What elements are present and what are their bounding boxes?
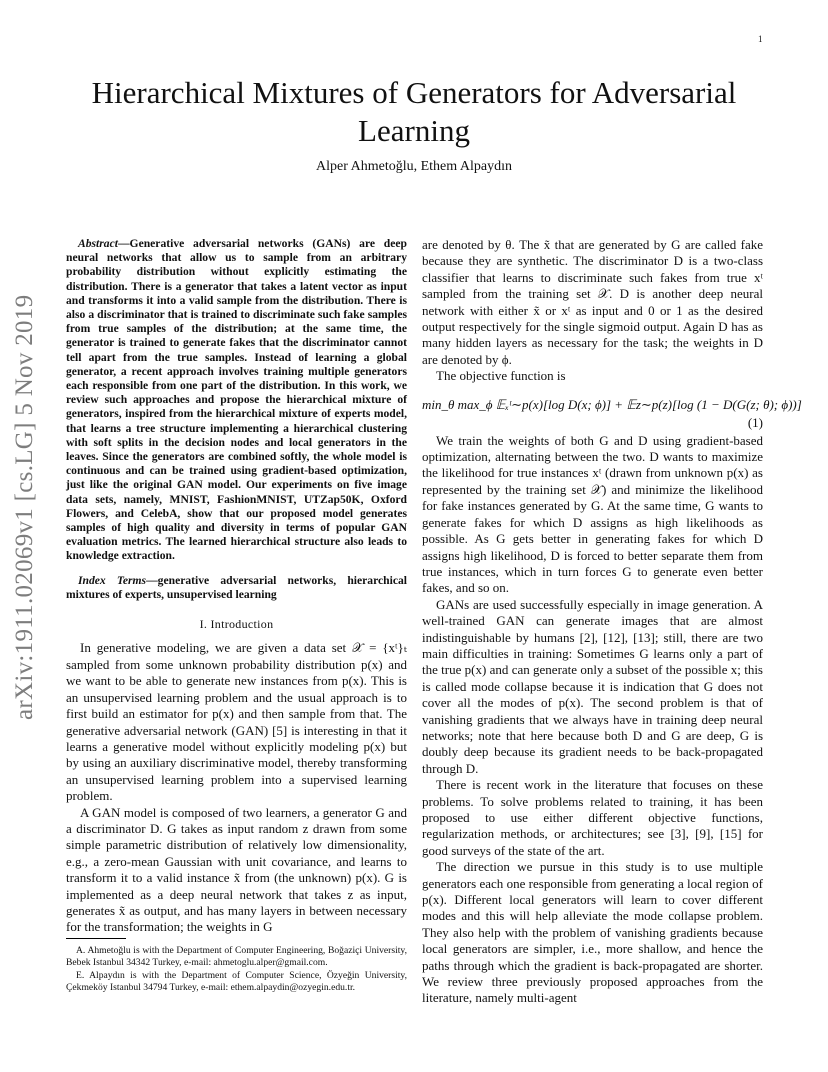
body-paragraph: A GAN model is composed of two learners, a generator G and a discriminator D. G takes as input random z drawn from some simple parametric distribution of relatively low dimensionality, e.g., a zero-mean Gaussian with unit covariance, and learns to transform it to a valid instance x̃ from (the unknown) p(x). G is implemented as a deep neural network that takes z as input, generates x̃ as output, and has many layers in between necessary for the transformation; the weights in G (66, 804, 407, 935)
body-paragraph: There is recent work in the literature that focuses on these problems. To solve problems related to training, it has been proposed to use either different objective functions, regularization methods, or architectures; see [3], [9], [15] for good surveys of the state of the art. (422, 777, 763, 858)
index-terms (66, 574, 407, 602)
body-paragraph: GANs are used successfully especially in image generation. A well-trained GAN can generate images that are almost indistinguishable by humans [2], [12], [13]; still, there are two main difficulties in training: Sometimes G learns only a part of the true p(x) and can generate only a subset of the possible x; this is called mode collapse because it is indication that G does not cover all the modes of p(x). The second problem is that of vanishing gradients that we always have in training deep neural networks; note that here because both D and G are deep, G is doubly deep because its gradient needs to be back-propagated through D. (422, 596, 763, 776)
body-paragraph: In generative modeling, we are given a data set 𝒳 = {xᵗ}ₜ sampled from some unknown probability distribution p(x) and we want to be able to generate new instances from p(x). This is an unsupervised learning problem and the usual approach is to first build an estimator for p(x) and then sample from that. The generative adversarial network (GAN) [5] is interesting in that it learns a generative model without explicitly modeling p(x) but by using an auxiliary discriminative model, thereby transforming an unsupervised learning problem into a supervised learning problem. (66, 640, 407, 804)
abstract (66, 237, 407, 564)
footnote: E. Alpaydın is with the Department of Computer Science, Özyeğin University, Çekmeköy Istanbul 34794 Turkey, e-mail: ethem.alpaydin@ozyegin.edu.tr. (66, 969, 407, 993)
paper-title: Hierarchical Mixtures of Generators for Adversarial Learning (91, 75, 737, 148)
equation-block (422, 391, 802, 431)
body-paragraph: The direction we pursue in this study is to use multiple generators each one responsible from generating a local region of p(x). Different local generators will learn to cover different modes and this will help alleviate the mode collapse problem. They also help with the problem of vanishing gradients because local generators are simpler, i.e., more shallow, and hence the paths through which the gradient is back-propagated are shorter. We review three previously proposed approaches from the literature, namely multi-agent (422, 859, 763, 1006)
page-number: 1 (758, 34, 763, 44)
index-terms-text: —generative adversarial networks, hierarchical mixtures of experts, unsupervised learning (66, 573, 407, 601)
body-paragraph: We train the weights of both G and D using gradient-based optimization, alternating between the two. D wants to maximize the likelihood for true instances xᵗ (drawn from unknown p(x) as represented by the training set 𝒳) and minimize the likelihood for fake instances generated by G. At the same time, G wants to generate fakes for which D assigns as high likelihoods as possible. As G gets better in generating fakes for which D assigns high likelihood, D is forced to better separate them from true instances, which in turn forces G to generate even better fakes, and so on. (422, 432, 763, 596)
equation-number: (1) (747, 414, 763, 430)
arxiv-identifier-stamp: arXiv:1911.02069v1 [cs.LG] 5 Nov 2019 (11, 294, 38, 720)
section-heading: I. Introduction (199, 617, 274, 632)
body-paragraph: are denoted by θ. The x̃ that are generated by G are called fake because they are synthetic. The discriminator D is a two-class classifier that learns to discriminate such fakes from true xᵗ sampled from the training set 𝒳. D is another deep neural network with either x̃ or xᵗ as input and 0 or 1 as the desired output respectively for the single sigmoid output. Again D has as many hidden layers as necessary for the task; the weights in D are denoted by ϕ. (422, 237, 763, 367)
author-list: Alper Ahmetoğlu, Ethem Alpaydın (316, 159, 512, 174)
footnote: A. Ahmetoğlu is with the Department of Computer Engineering, Boğaziçi University, Bebek Istanbul 34342 Turkey, e-mail: ahmetoglu.alper@gmail.com. (66, 945, 407, 969)
index-terms-label: Index Terms (78, 573, 147, 587)
abstract-text: —Generative adversarial networks (GANs) are deep neural networks that allow us to sample from an arbitrary probability distribution without explicitly estimating the distribution. There is a generator that takes a latent vector as input and transforms it into a valid sample from the distribution. There is also a discriminator that is trained to discriminate such fake samples from true samples of the distribution; at the same time, the generator is trained to generate fakes that the discriminator cannot tell apart from the true samples. Instead of learning a global generator, a recent approach involves training multiple generators each responsible from one part of the distribution. In this work, we review such approaches and propose the hierarchical mixture of generators, inspired from the hierarchical mixture of experts model, that learns a tree structure implementing a hierarchical clustering with soft splits in the decision nodes and local generators in the leaves. Since the generators are combined softly, the whole model is continuous and can be trained using gradient-based optimization, just like the original GAN model. Our experiments on five image data sets, namely, MNIST, FashionMNIST, UTZap50K, Oxford Flowers, and CelebA, show that our proposed model generates samples of high quality and diversity in terms of popular GAN evaluation metrics. The learned hierarchical structure also leads to knowledge extraction. (66, 237, 407, 563)
right-column (422, 237, 802, 1007)
abstract-label: Abstract (78, 237, 118, 250)
body-paragraph: The objective function is (436, 368, 566, 384)
footnotes (66, 938, 407, 994)
footnote-divider (66, 938, 126, 939)
equation-expression: min_θ max_ϕ 𝔼ₓᵗ∼p(x)[log D(x; ϕ)] + 𝔼z∼p(z)[log (1 − D(G(z; θ); ϕ))] (422, 396, 802, 412)
left-column (66, 237, 407, 936)
